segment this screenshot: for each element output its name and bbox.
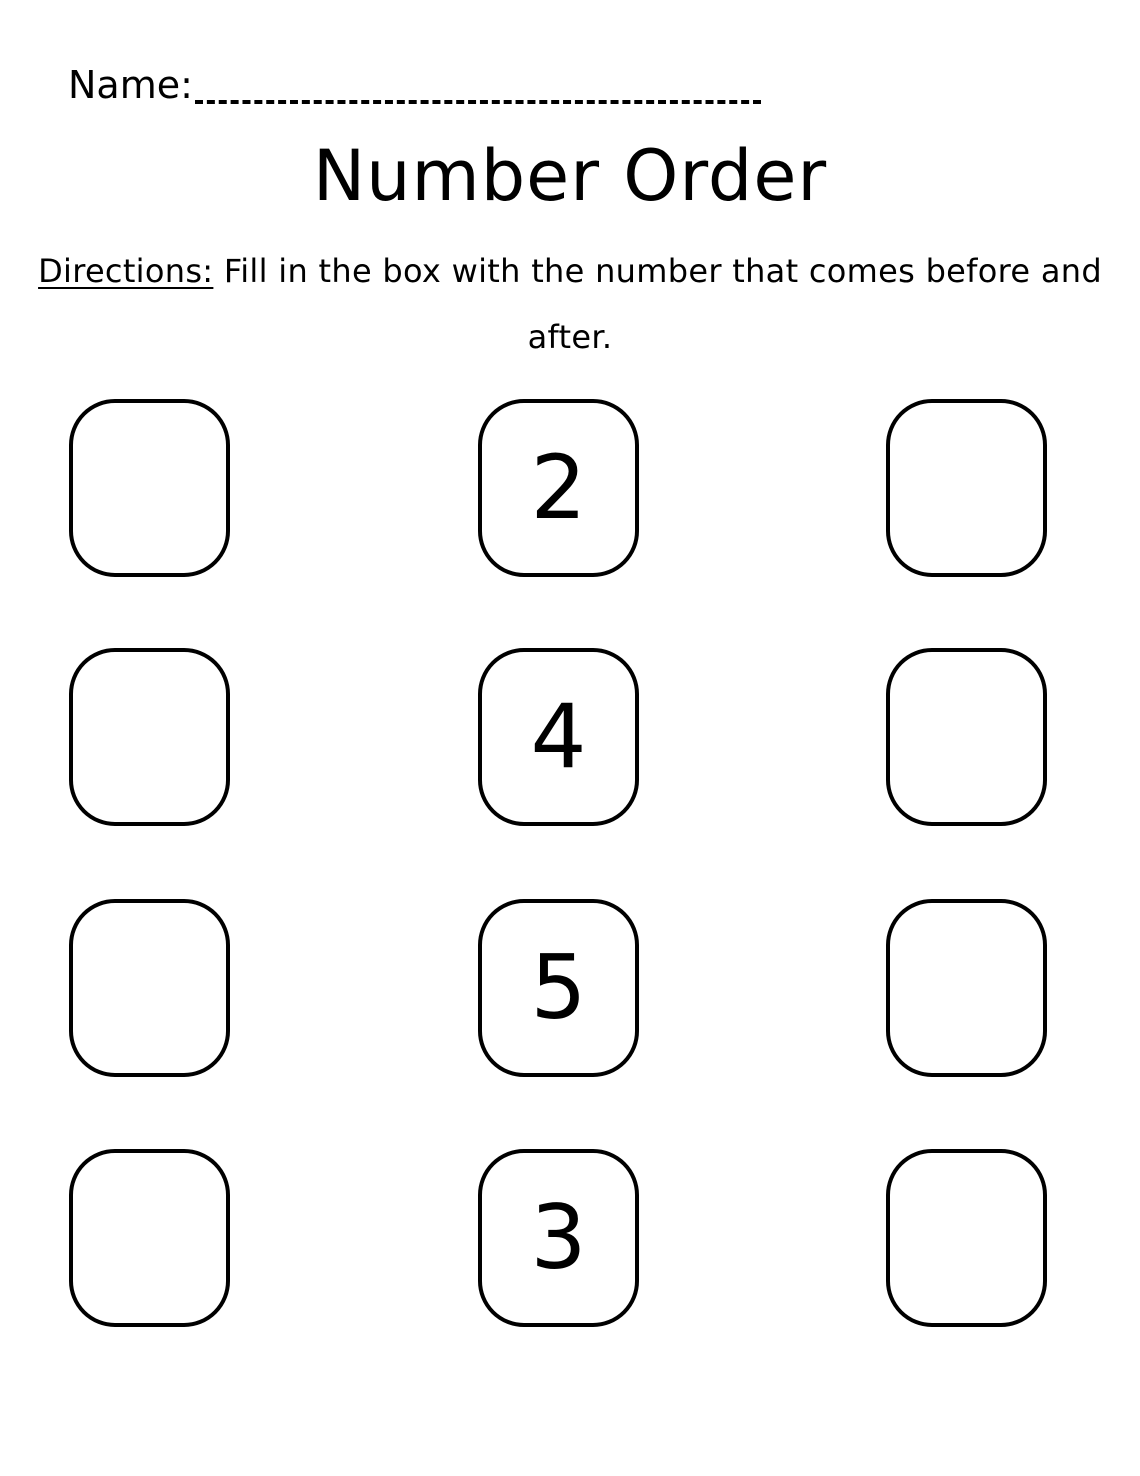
given-number-box: 5 [478, 899, 639, 1077]
after-box[interactable] [886, 648, 1047, 826]
directions-label: Directions: [38, 252, 214, 290]
before-box[interactable] [69, 1149, 230, 1327]
given-number-box: 2 [478, 399, 639, 577]
given-number-box: 3 [478, 1149, 639, 1327]
after-box[interactable] [886, 399, 1047, 577]
page-title: Number Order [312, 135, 828, 217]
directions-text: Fill in the box with the number that comes before and after. [213, 252, 1102, 356]
name-label: Name: [68, 63, 193, 107]
after-box[interactable] [886, 899, 1047, 1077]
before-box[interactable] [69, 899, 230, 1077]
directions [30, 238, 1110, 370]
name-field [68, 60, 761, 110]
before-box[interactable] [69, 648, 230, 826]
name-blank-line[interactable] [195, 68, 761, 104]
after-box[interactable] [886, 1149, 1047, 1327]
before-box[interactable] [69, 399, 230, 577]
given-number-box: 4 [478, 648, 639, 826]
